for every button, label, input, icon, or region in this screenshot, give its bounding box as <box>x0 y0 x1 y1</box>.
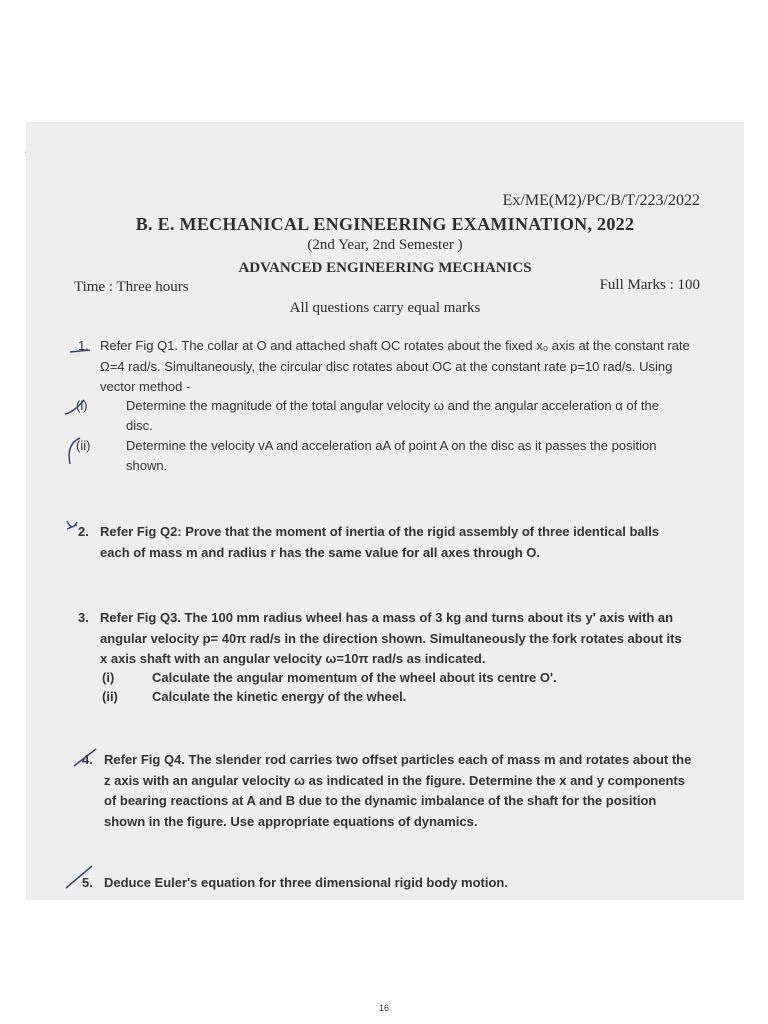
question-3 <box>78 608 698 672</box>
question-text: Refer Fig Q4. The slender rod carries two offset particles each of mass m and rotates about the z axis with an angular velocity ω as indicated in the figure. Determine the x and y components of bearing reactions at A and B due to the dynamic imbalance of the shaft for the position shown in the figure. Use appropriate equations of dynamics. <box>104 752 692 829</box>
marks-instruction: All questions carry equal marks <box>289 300 481 316</box>
cross-mark-q2 <box>64 518 80 534</box>
page-number: 16 <box>378 1003 389 1013</box>
tick-mark-q1-i <box>62 396 88 418</box>
question-text: Refer Fig Q1. The collar at O and attached shaft OC rotates about the fixed x₀ axis at the constant rate Ω=4 rad/s. Simultaneously, the circular disc rotates about OC at the constant rate p=10 rad/s. Using vector method - <box>100 338 690 394</box>
tick-mark-q5 <box>62 862 96 892</box>
question-number: 2. <box>78 524 89 539</box>
exam-paper-photo <box>26 122 744 900</box>
question-2 <box>78 522 698 566</box>
tick-mark-q1-ii <box>60 434 86 468</box>
question-text: Deduce Euler's equation for three dimensional rigid body motion. <box>104 875 508 890</box>
part-label: (ii) <box>76 438 91 453</box>
question-number: 5. <box>82 875 93 890</box>
part-text: Calculate the angular momentum of the wheel about its centre O'. <box>152 670 557 685</box>
question-4 <box>82 750 702 836</box>
question-text: Refer Fig Q2: Prove that the moment of inertia of the rigid assembly of three identical balls each of mass m and radius r has the same value for all axes through O. <box>100 524 660 560</box>
question-5 <box>82 873 702 895</box>
question-number: 1. <box>78 338 89 353</box>
part-text: Calculate the kinetic energy of the wheel. <box>152 689 407 704</box>
time-allowed: Time : Three hours <box>74 279 189 295</box>
part-text: Determine the velocity vA and acceleration aA of point A on the disc as it passes the position shown. <box>126 438 657 473</box>
full-marks: Full Marks : 100 <box>599 277 700 293</box>
question-number: 4. <box>82 752 93 767</box>
paper-code: Ex/ME(M2)/PC/B/T/223/2022 <box>502 192 700 209</box>
exam-title: B. E. MECHANICAL ENGINEERING EXAMINATION, 2022 <box>135 214 635 234</box>
question-number: 3. <box>78 610 89 625</box>
part-label: (i) <box>76 398 88 413</box>
part-label: (i) <box>102 670 115 685</box>
year-semester: (2nd Year, 2nd Semester ) <box>307 237 463 253</box>
question-1-part-ii <box>76 436 696 478</box>
subject-title: ADVANCED ENGINEERING MECHANICS <box>238 260 532 276</box>
tick-mark-q1 <box>68 338 94 356</box>
question-3-part-ii <box>102 687 702 709</box>
tick-mark-q4 <box>70 746 100 770</box>
part-text: Determine the magnitude of the total angular velocity ω and the angular acceleration α of the disc. <box>126 398 659 433</box>
question-1-part-i <box>76 396 696 438</box>
part-label: (ii) <box>102 689 118 704</box>
question-text: Refer Fig Q3. The 100 mm radius wheel has a mass of 3 kg and turns about its y' axis with an angular velocity p= 40π rad/s in the direction shown. Simultaneously the fork rotates about its x axis shaft with an angular velocity ω=10π rad/s as indicated. <box>100 610 682 666</box>
